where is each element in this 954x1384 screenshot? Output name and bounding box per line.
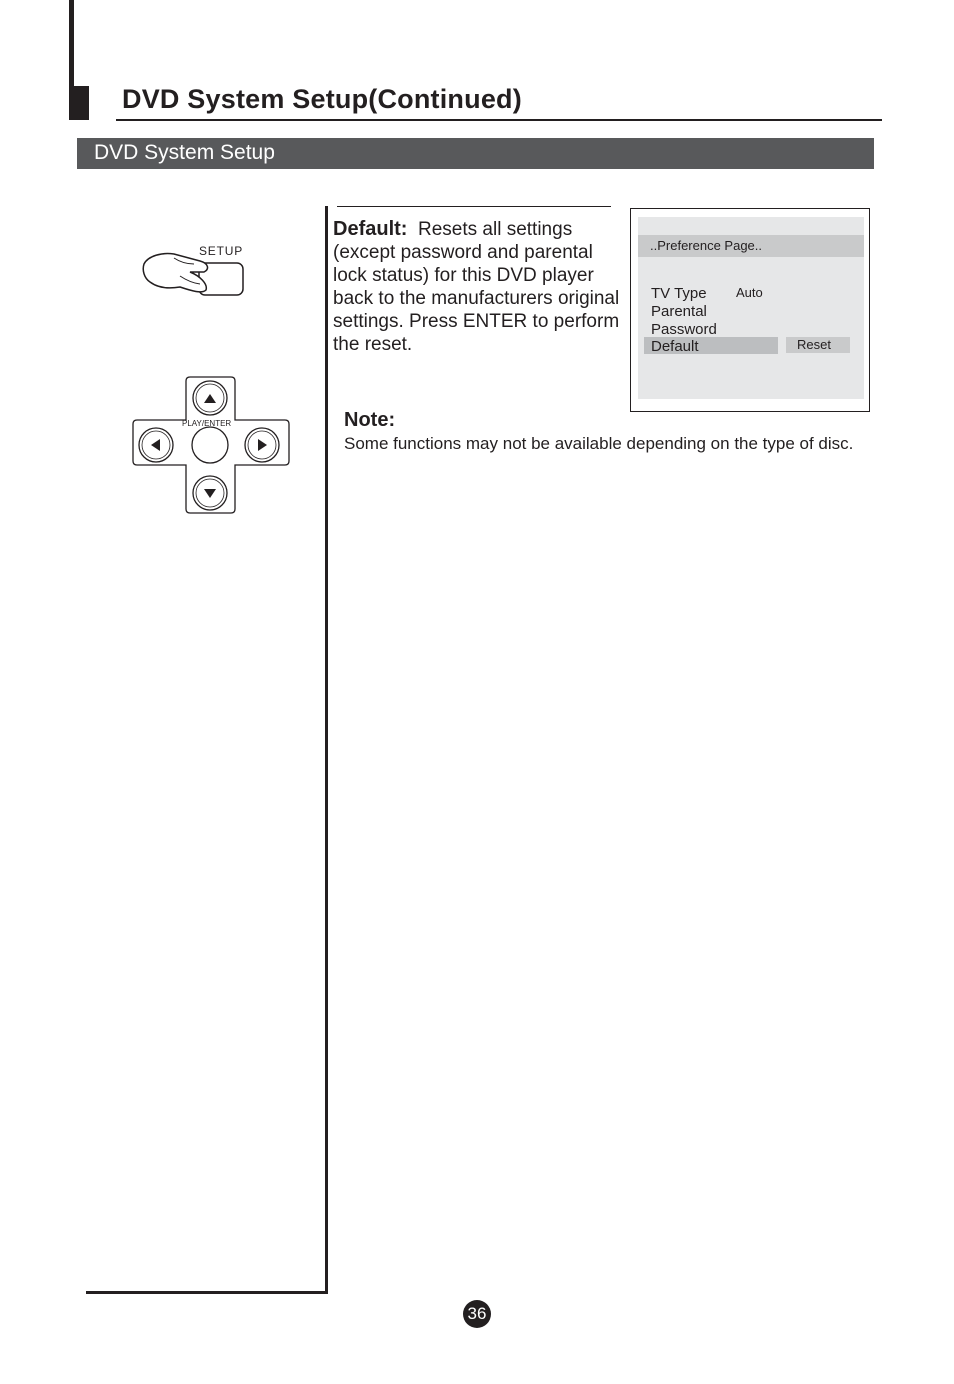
remote-illustration	[130, 236, 300, 521]
page-number: 36	[463, 1300, 491, 1328]
setup-label: SETUP	[199, 244, 244, 258]
default-text: Resets all settings (except password and parental lock status) for this DVD player back to the manufacturers original settings. Press ENTER to perform the reset.	[333, 219, 620, 355]
dpad	[133, 377, 289, 513]
osd-reset-option: Reset	[797, 337, 831, 352]
osd-header-title: ..Preference Page..	[650, 238, 763, 253]
play-enter-label: PLAY/ENTER	[182, 419, 232, 428]
play-enter-button	[192, 427, 228, 463]
default-description	[333, 218, 623, 356]
osd-tv-type-value: Auto	[736, 285, 763, 300]
section-header-title: DVD System Setup	[94, 141, 275, 164]
osd-item-password: Password	[651, 321, 717, 338]
title-underline	[116, 119, 882, 121]
osd-item-default: Default	[651, 338, 699, 355]
osd-item-tv-type: TV Type	[651, 285, 707, 302]
osd-item-parental: Parental	[651, 303, 707, 320]
default-term: Default:	[333, 218, 408, 240]
page-title: DVD System Setup(Continued)	[122, 84, 522, 114]
column-bottom-rule	[86, 1291, 328, 1294]
note-title: Note:	[344, 409, 396, 431]
description-top-rule	[337, 206, 611, 207]
column-divider	[325, 206, 328, 1294]
page-edge-block	[69, 86, 89, 120]
note-text: Some functions may not be available depending on the type of disc.	[344, 434, 854, 453]
